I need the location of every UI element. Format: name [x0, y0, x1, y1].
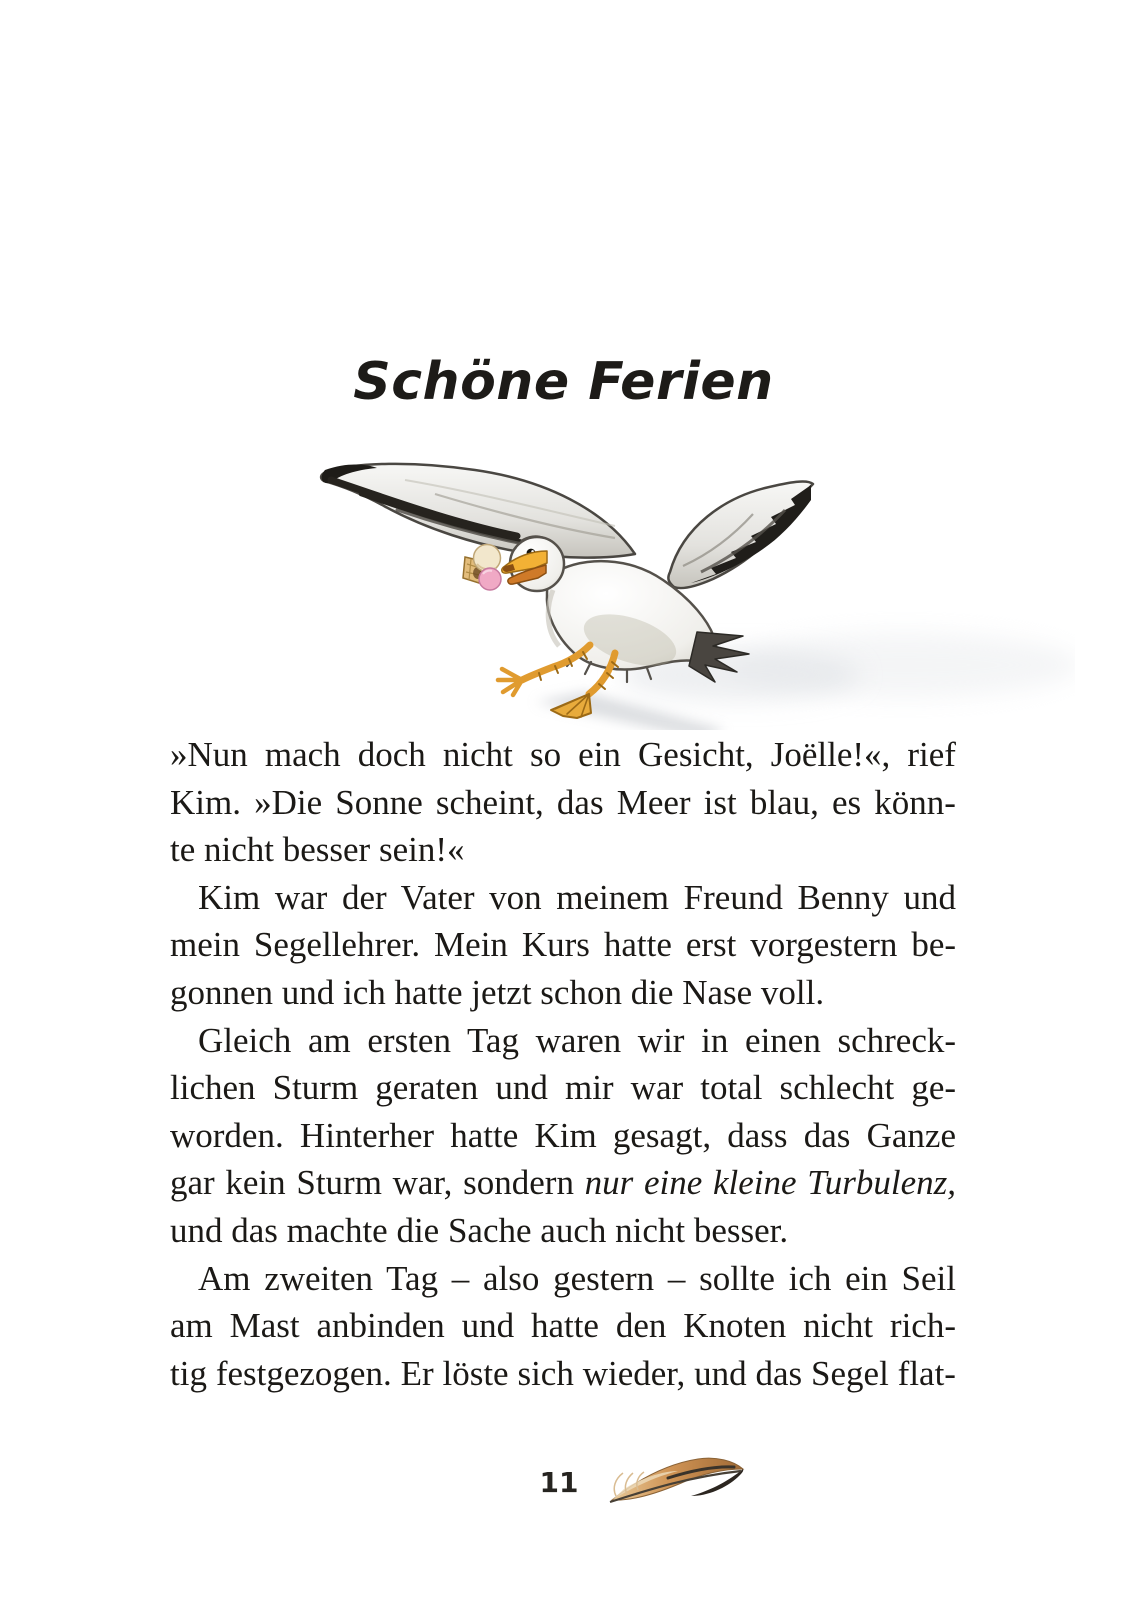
text-line: te nicht besser sein!«: [170, 830, 465, 870]
text-line: »Nun mach doch nicht so ein Gesicht, Joëlle!«, rief: [170, 735, 956, 774]
text-line: und das machte die Sache auch nicht besser.: [170, 1210, 789, 1250]
body-text: [170, 731, 956, 1397]
left-wing: [321, 464, 635, 558]
text-line: lichen Sturm geraten und mir war total schlecht ge-: [170, 1068, 957, 1108]
text-line: [170, 1159, 956, 1207]
text-segment-italic: nur eine kleine Turbulenz,: [584, 1163, 957, 1203]
page-number: 11: [539, 1466, 579, 1499]
text-line: Am zweiten Tag – also gestern – sollte ich ein Seil: [198, 1258, 957, 1298]
text-line: mein Segellehrer. Mein Kurs hatte erst vorgestern be-: [170, 925, 957, 965]
text-line: Kim. »Die Sonne scheint, das Meer ist blau, es könn-: [170, 782, 956, 822]
text-line: tig festgezogen. Er löste sich wieder, und das Segel flat-: [170, 1353, 956, 1393]
text-line: worden. Hinterher hatte Kim gesagt, dass das Ganze: [170, 1115, 957, 1155]
text-line: gonnen und ich hatte jetzt schon die Nase voll.: [170, 972, 825, 1012]
text-line: Gleich am ersten Tag waren wir in einen schreck-: [198, 1020, 957, 1060]
text-line: Kim war der Vater von meinem Freund Benny und: [198, 877, 956, 917]
right-wing: [668, 481, 813, 588]
ice-cream-cone: [463, 545, 501, 591]
feather-illustration: [602, 1446, 752, 1512]
chapter-title: Schöne Ferien: [353, 352, 774, 412]
seagull-illustration: [285, 440, 1075, 730]
seagull-icon: [285, 440, 1075, 730]
text-segment: gar kein Sturm war, sondern: [170, 1163, 585, 1203]
feather-icon: [602, 1446, 752, 1512]
text-line: am Mast anbinden und hatte den Knoten nicht rich-: [170, 1306, 956, 1346]
body: [547, 561, 749, 682]
